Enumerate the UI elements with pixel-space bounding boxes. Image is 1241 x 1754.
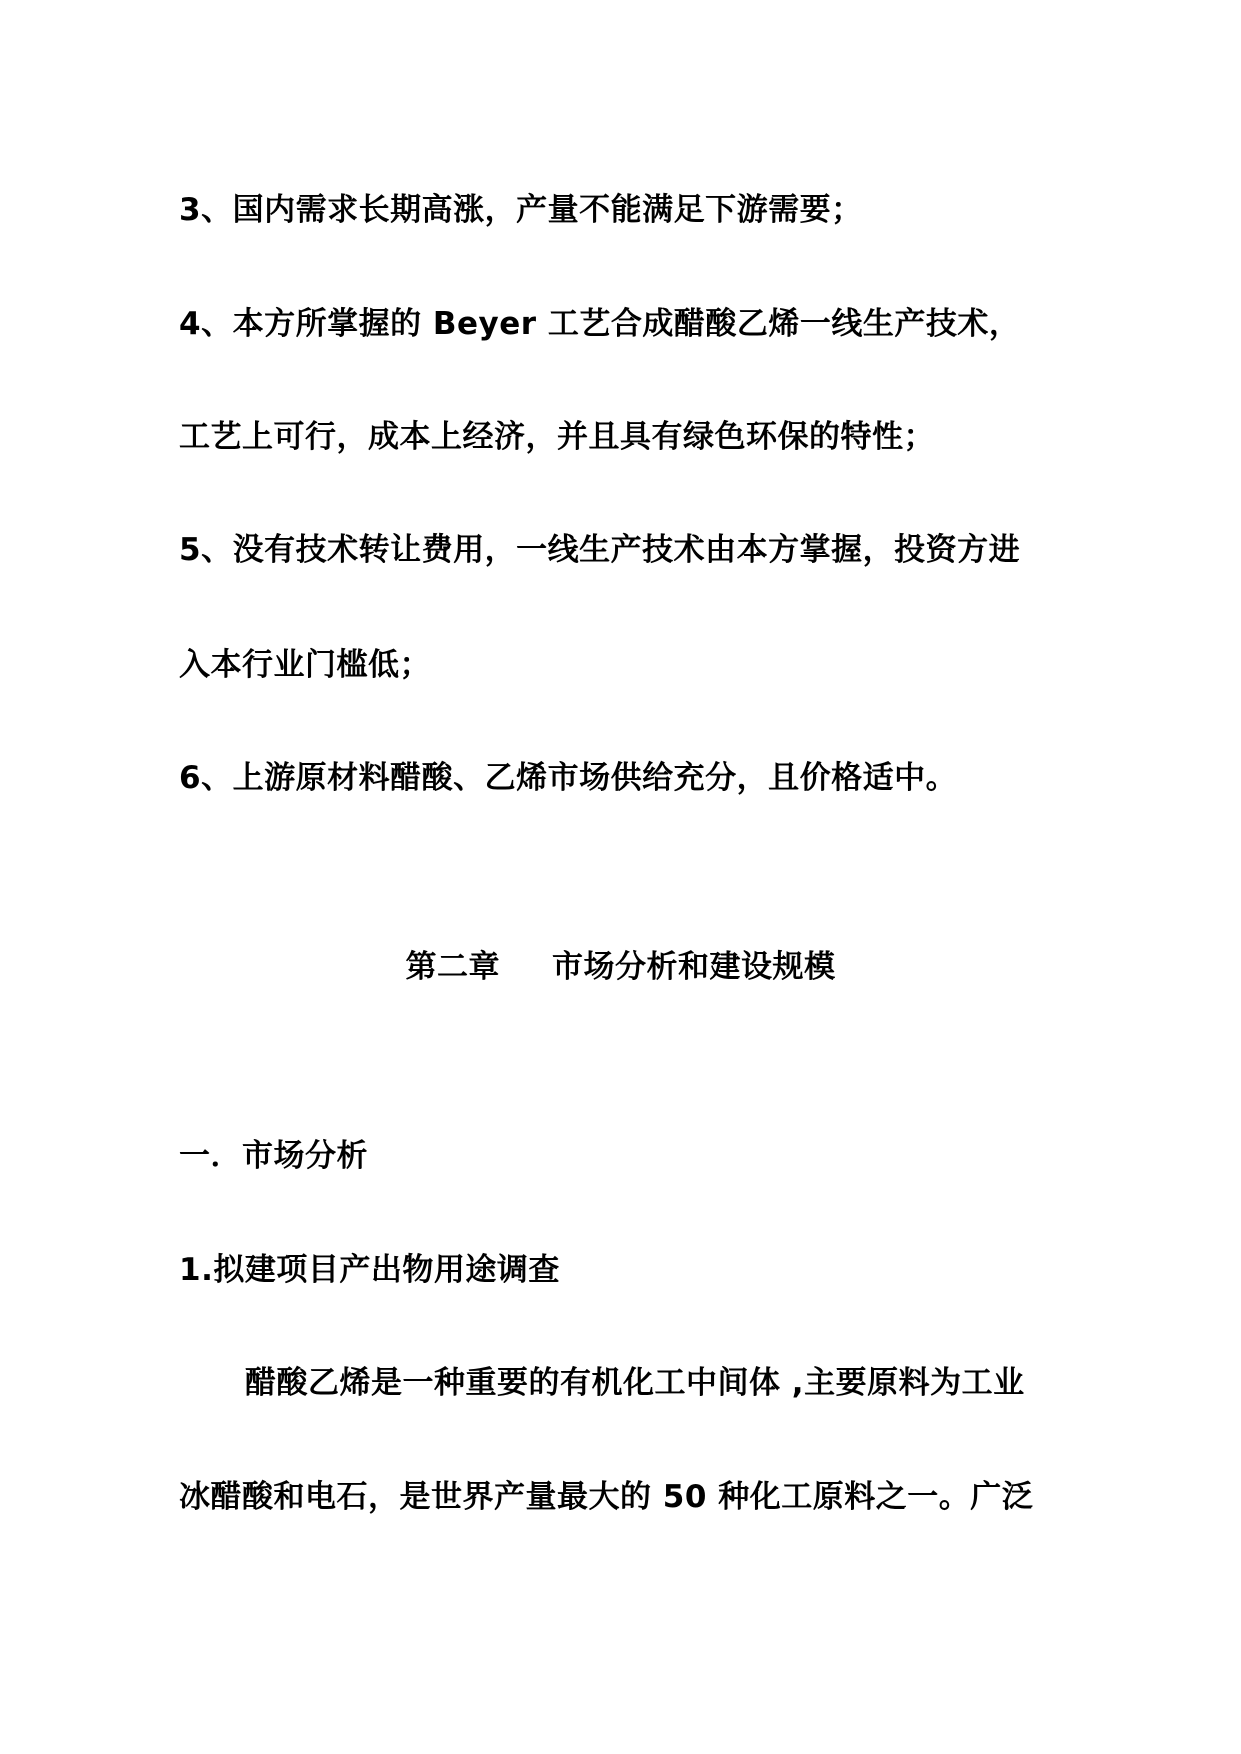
list-item-4-line-1: 4、本方所掌握的 Beyer 工艺合成醋酸乙烯一线生产技术，: [179, 306, 1021, 342]
chapter-number: 第二章: [405, 949, 500, 985]
list-item-5-line-1: 5、没有技术转让费用，一线生产技术由本方掌握，投资方进: [179, 532, 1021, 568]
list-item-5-line-2: 入本行业门槛低；: [179, 647, 431, 683]
subsection-heading: 1.拟建项目产出物用途调查: [179, 1252, 560, 1288]
chapter-heading: [0, 947, 1241, 987]
section-heading: 一．市场分析: [179, 1138, 368, 1174]
chapter-title: 市场分析和建设规模: [552, 949, 836, 985]
paragraph-line-1: 醋酸乙烯是一种重要的有机化工中间体 ,主要原料为工业: [245, 1365, 1025, 1401]
list-item-6: 6、上游原材料醋酸、乙烯市场供给充分，且价格适中。: [179, 760, 958, 796]
list-item-3: 3、国内需求长期高涨，产量不能满足下游需要；: [179, 192, 863, 228]
paragraph-line-2: 冰醋酸和电石，是世界产量最大的 50 种化工原料之一。广泛: [179, 1479, 1034, 1515]
list-item-4-line-2: 工艺上可行，成本上经济，并且具有绿色环保的特性；: [179, 419, 935, 455]
